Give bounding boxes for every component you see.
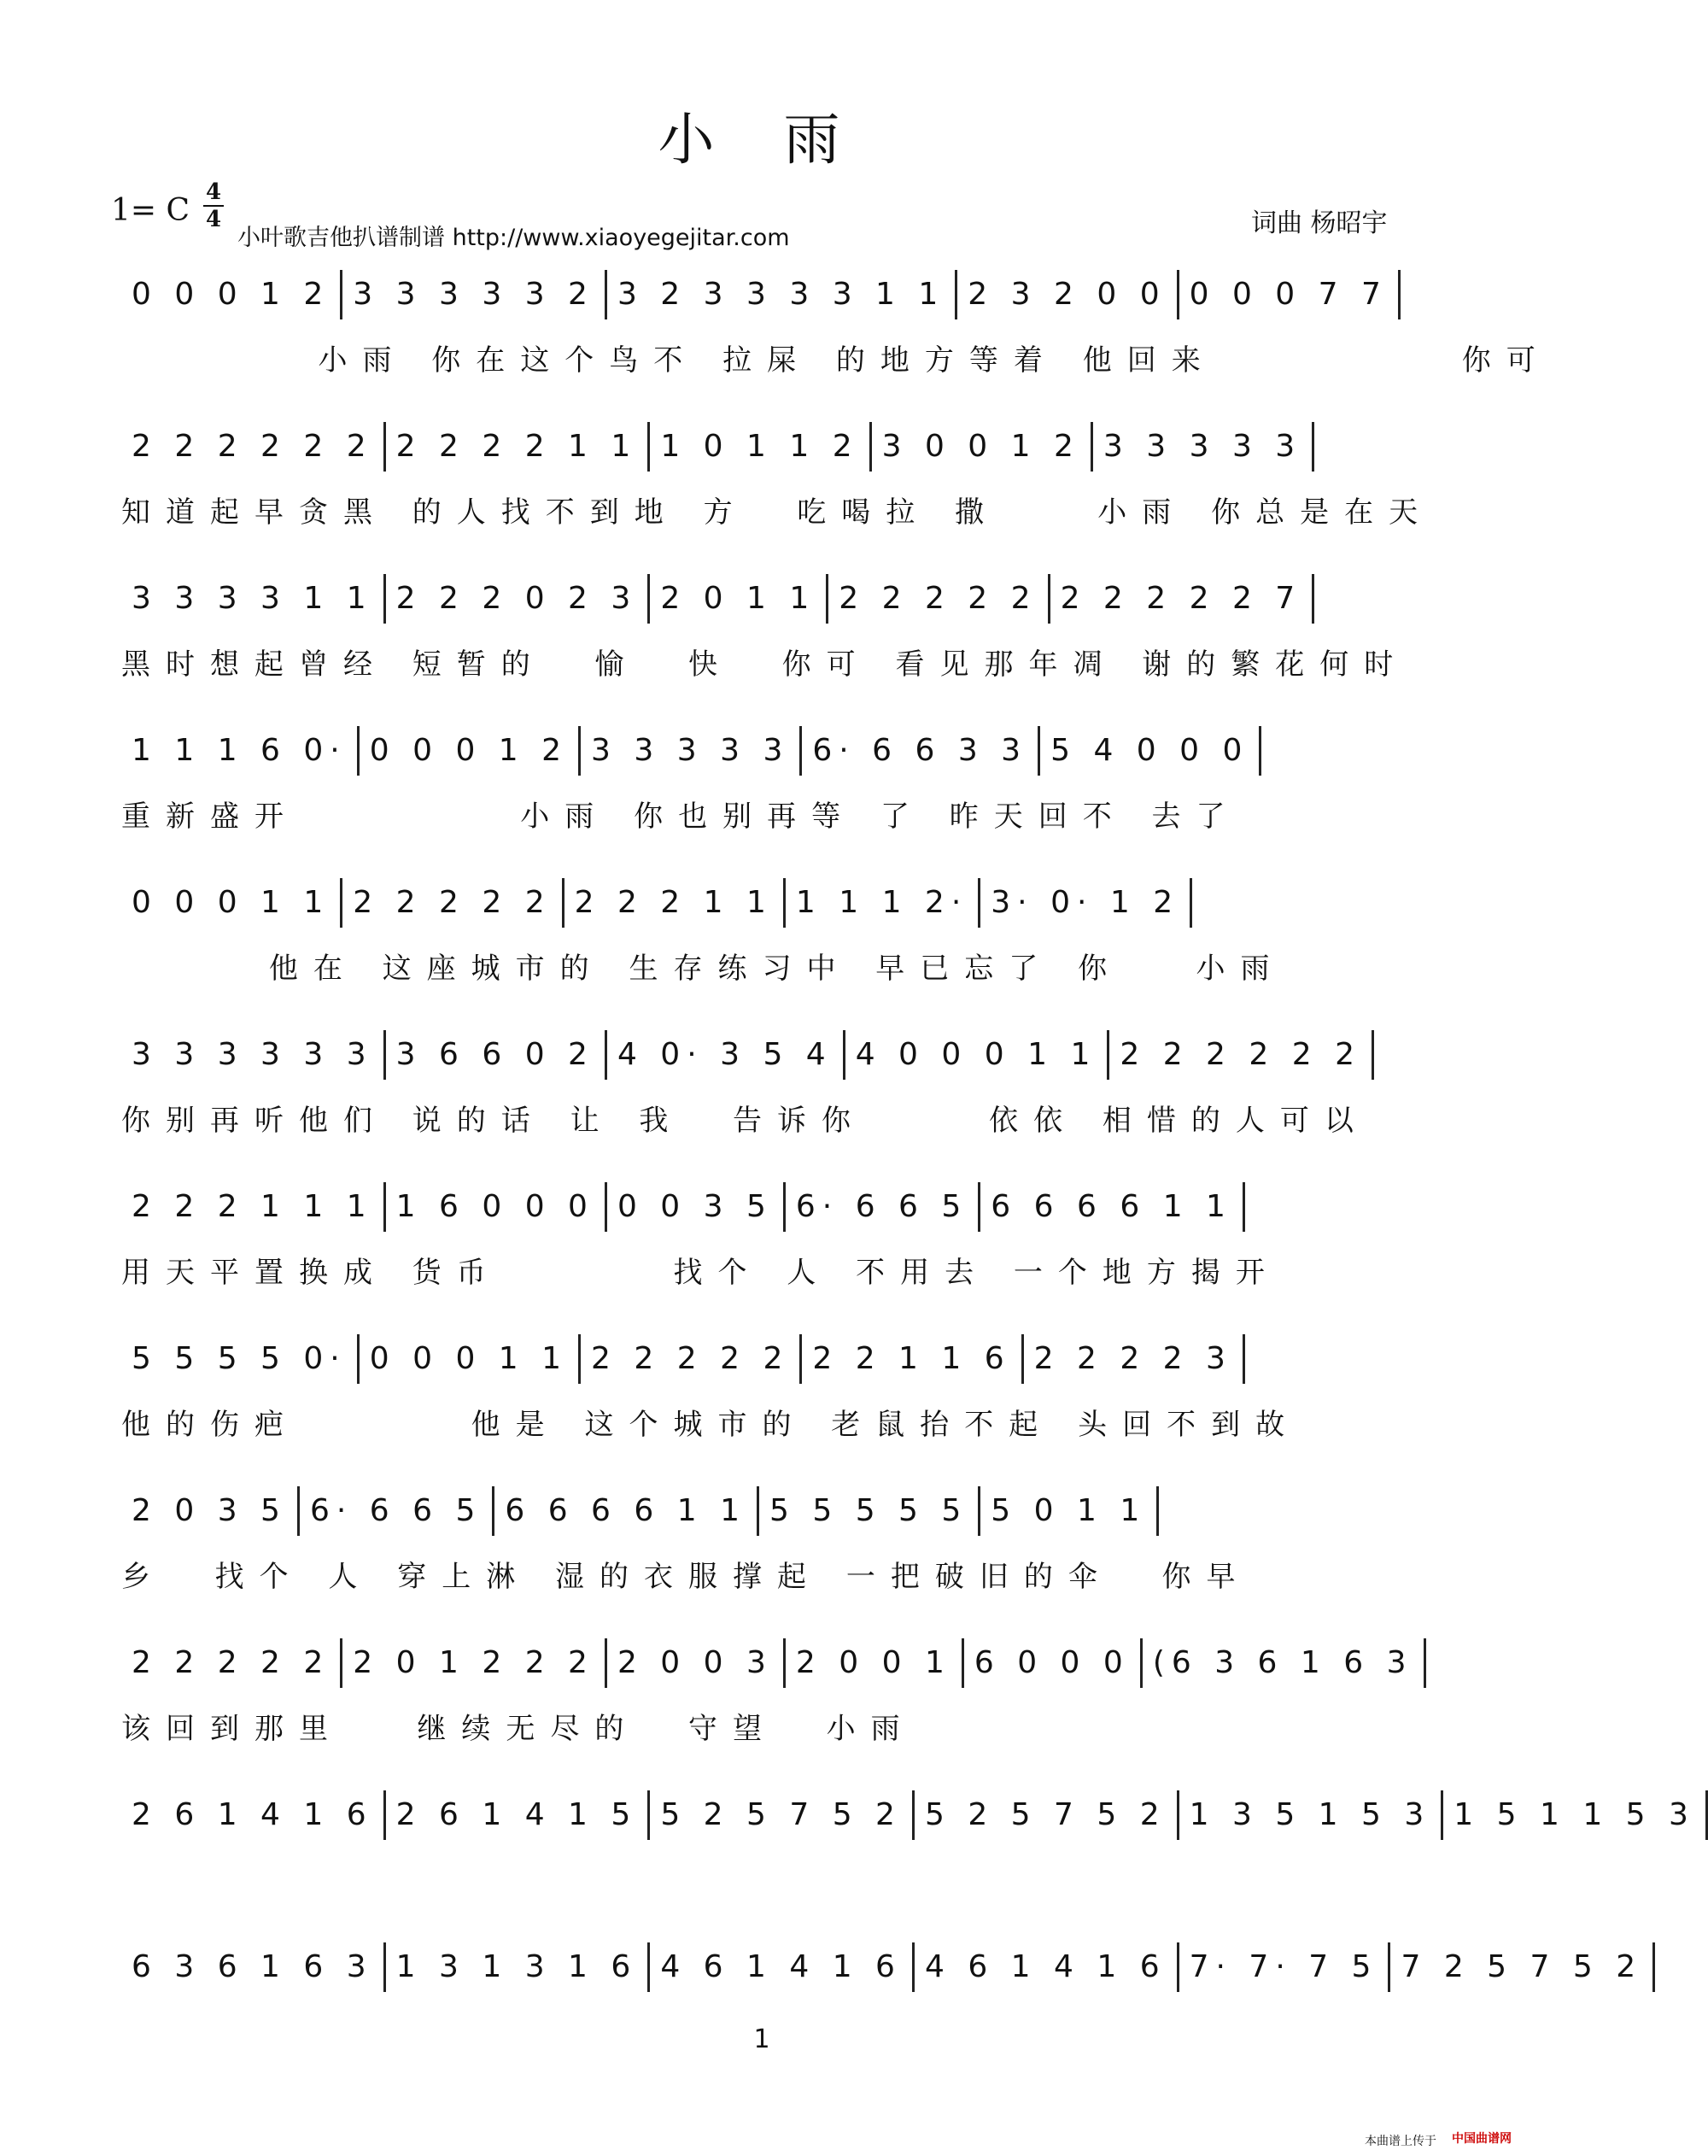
measure: 2 6 1 4 1 6 (121, 1790, 386, 1840)
measure: 7· 7· 7 5 (1179, 1942, 1391, 1992)
measure: 2 2 2 2 3 (1024, 1334, 1245, 1384)
notation-line (121, 1321, 1428, 1397)
measure: 6· 6 6 5 (300, 1486, 494, 1536)
transcriber-credit: 小叶歌吉他扒谱制谱 http://www.xiaoyegejitar.com (237, 225, 790, 251)
measure: 0 0 0 7 7 (1179, 270, 1401, 319)
notation-line (121, 1016, 1428, 1093)
measure: 2 2 2 0 2 3 (386, 574, 651, 624)
measure: (6 3 6 1 6 3 (1143, 1638, 1426, 1688)
measure: 1 6 0 0 0 (386, 1182, 607, 1232)
measure: 0 0 3 5 (607, 1182, 786, 1232)
measure: 2 2 2 2 2 (121, 1638, 342, 1688)
score-system (121, 1016, 1428, 1169)
lyrics-line: 小雨 你在这个鸟不 拉屎 的地方等着 他回来 你可 (121, 343, 1551, 378)
measure: 3 3 3 3 3 (581, 726, 802, 776)
notation-line (121, 712, 1428, 789)
measure: 6 6 6 6 1 1 (980, 1182, 1245, 1232)
measure: 2 0 0 1 (786, 1638, 964, 1688)
measure: 4 0 0 0 1 1 (845, 1030, 1110, 1080)
measure: 2 2 2 2 2 2 (1109, 1030, 1374, 1080)
song-title: 小 雨 (658, 107, 866, 173)
measure: 4 6 1 4 1 6 (915, 1942, 1179, 1992)
measure: 3 3 3 3 3 2 (342, 270, 607, 319)
lyrics-line: 黑时想起曾经 短暂的 愉 快 你可 看见那年凋 谢的繁花何时 (121, 647, 1409, 682)
measure: 6· 6 6 3 3 (802, 726, 1040, 776)
measure: 0 0 0 1 1 (360, 1334, 581, 1384)
measure: 2 2 2 2 2 (581, 1334, 802, 1384)
measure: 6 6 6 6 1 1 (494, 1486, 759, 1536)
measure: 4 6 1 4 1 6 (650, 1942, 915, 1992)
measure: 1 1 1 2· (786, 878, 980, 928)
meter-top: 4 (205, 179, 222, 205)
measure: 2 2 2 2 1 1 (386, 422, 651, 472)
measure: 3 2 3 3 3 3 1 1 (607, 270, 957, 319)
measure: 3 3 3 3 1 1 (121, 574, 386, 624)
notation-line (121, 408, 1428, 485)
measure: 1 0 1 1 2 (650, 422, 871, 472)
measure: 3 6 6 0 2 (386, 1030, 607, 1080)
score-system (121, 408, 1434, 560)
measure: 1 5 1 1 5 3 (1443, 1790, 1708, 1840)
measure: 6· 6 6 5 (786, 1182, 980, 1232)
page-number: 1 (753, 2024, 770, 2054)
measure: 0 0 0 1 1 (121, 878, 342, 928)
measure: 2 2 2 2 2 (828, 574, 1050, 624)
time-signature (201, 179, 226, 232)
notation-line (121, 560, 1428, 637)
measure: 5 5 5 5 5 (759, 1486, 980, 1536)
key-signature: 1= C (111, 193, 190, 228)
measure: 2 3 2 0 0 (957, 270, 1179, 319)
score-system (121, 712, 1428, 864)
measure: 7 2 5 7 5 2 (1390, 1942, 1655, 1992)
score-system (121, 864, 1428, 1016)
measure: 5 0 1 1 (980, 1486, 1159, 1536)
lyrics-line: 用天平置换成 货币 找个 人 不用去 一个地方揭开 (121, 1256, 1280, 1290)
score-system (121, 560, 1428, 712)
measure: 2 0 1 1 (650, 574, 828, 624)
score (121, 256, 1695, 2081)
measure: 2 0 3 5 (121, 1486, 300, 1536)
measure: 4 0· 3 5 4 (607, 1030, 845, 1080)
score-system (121, 1473, 1428, 1625)
measure: 2 2 2 2 2 (342, 878, 564, 928)
upload-note: 本曲谱上传于 (1365, 2135, 1436, 2148)
notation-line (121, 1169, 1428, 1245)
notation-line (121, 864, 1428, 941)
notation-line (121, 1929, 1643, 2006)
measure: 2 2 2 2 2 7 (1050, 574, 1315, 624)
measure: 3 0 0 1 2 (872, 422, 1093, 472)
lyrics-line: 乡 找个 人 穿上淋 湿的衣服撑起 一把破旧的伞 你早 (121, 1560, 1251, 1594)
measure: 6 0 0 0 (964, 1638, 1143, 1688)
measure: 2 0 0 3 (607, 1638, 786, 1688)
measure: 5 4 0 0 0 (1040, 726, 1261, 776)
measure: 5 2 5 7 5 2 (915, 1790, 1179, 1840)
measure: 1 3 5 1 5 3 (1179, 1790, 1444, 1840)
measure: 0 0 0 1 2 (121, 270, 342, 319)
measure: 3 3 3 3 3 (1093, 422, 1314, 472)
measure: 2 2 2 1 1 (564, 878, 786, 928)
lyrics-line: 你别再听他们 说的话 让 我 告诉你 依依 相惜的人可以 (121, 1104, 1369, 1138)
measure: 2 0 1 2 2 2 (342, 1638, 607, 1688)
lyrics-line: 他的伤疤 他是 这个城市的 老鼠抬不起 头回不到故 (121, 1408, 1301, 1442)
score-system (121, 1625, 1428, 1777)
score-system (121, 1321, 1428, 1473)
score-system (121, 1777, 1695, 1929)
lyricist-composer: 词曲 杨昭宇 (1251, 208, 1388, 238)
measure: 3· 0· 1 2 (980, 878, 1192, 928)
score-system (121, 1169, 1428, 1321)
score-system (121, 1929, 1643, 2081)
meter-bottom: 4 (205, 207, 222, 232)
notation-line (121, 1777, 1695, 1854)
notation-line (121, 256, 1428, 333)
measure: 3 3 3 3 3 3 (121, 1030, 386, 1080)
lyrics-line: 该回到那里 继续无尽的 守望 小雨 (121, 1712, 915, 1746)
measure: 2 2 2 1 1 1 (121, 1182, 386, 1232)
measure: 5 5 5 5 0· (121, 1334, 360, 1384)
lyrics-line: 重新盛开 小雨 你也别再等 了 昨天回不 去了 (121, 800, 1241, 834)
lyrics-line: 知道起早贪黑 的人找不到地 方 吃喝拉 撒 小雨 你总是在天 (121, 495, 1434, 530)
notation-line (121, 1625, 1428, 1702)
measure: 1 3 1 3 1 6 (386, 1942, 651, 1992)
lyrics-line: 他在 这座城市的 生存练习中 早已忘了 你 小雨 (121, 952, 1285, 986)
measure: 1 1 1 6 0· (121, 726, 360, 776)
measure: 6 3 6 1 6 3 (121, 1942, 386, 1992)
score-system (121, 256, 1551, 408)
measure: 2 2 1 1 6 (802, 1334, 1023, 1384)
notation-line (121, 1473, 1428, 1550)
measure: 5 2 5 7 5 2 (650, 1790, 915, 1840)
measure: 2 6 1 4 1 5 (386, 1790, 651, 1840)
site-logo: 中国曲谱网 (1452, 2132, 1512, 2146)
measure: 2 2 2 2 2 2 (121, 422, 386, 472)
measure: 0 0 0 1 2 (360, 726, 581, 776)
